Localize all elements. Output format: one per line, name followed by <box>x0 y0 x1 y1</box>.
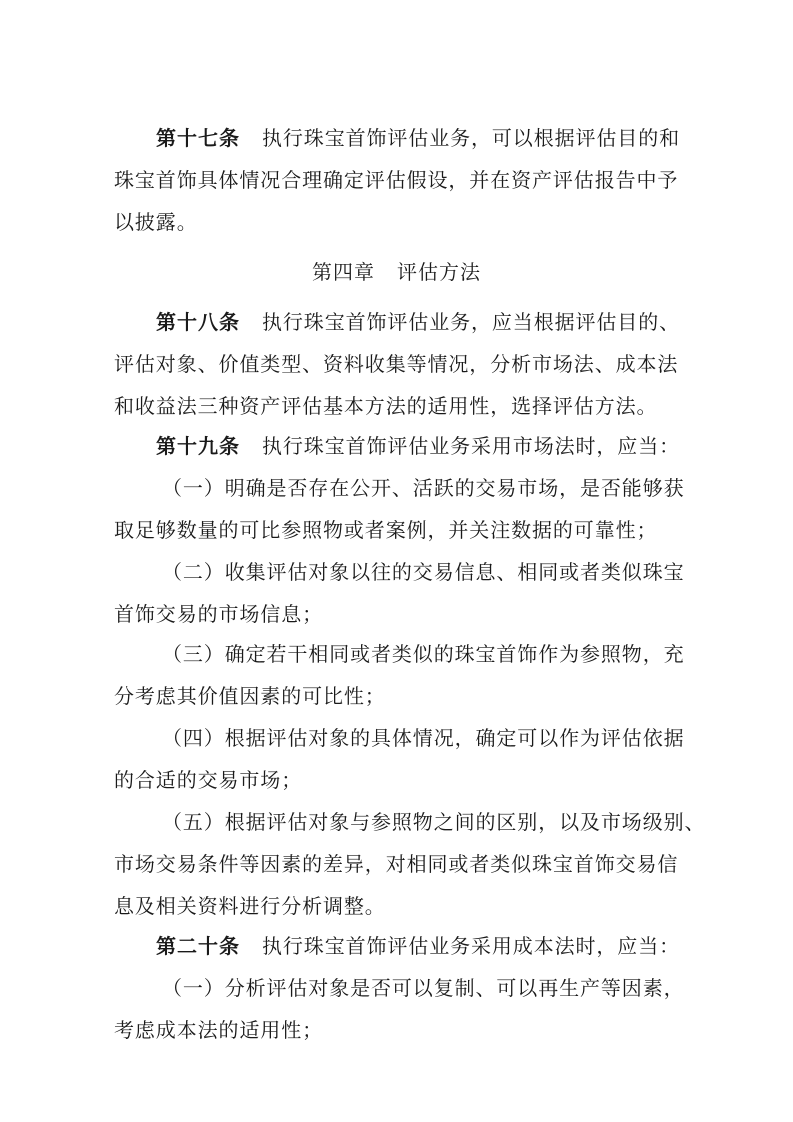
article-19-text-1: 执行珠宝首饰评估业务采用市场法时，应当： <box>262 434 680 458</box>
article-17-line-3: 以披露。 <box>114 210 198 234</box>
article-20-label: 第二十条 <box>156 934 240 958</box>
article-19-item-5-line-2: 市场交易条件等因素的差异，对相同或者类似珠宝首饰交易信 <box>114 852 679 876</box>
article-19-item-5-line-1: （五）根据评估对象与参照物之间的区别，以及市场级别、 <box>162 810 706 834</box>
article-17-label: 第十七条 <box>156 126 240 150</box>
chapter-title: 评估方法 <box>397 260 481 284</box>
article-19-item-3-line-2: 分考虑其价值因素的可比性； <box>114 684 386 708</box>
article-19-item-1-line-2: 取足够数量的可比参照物或者案例，并关注数据的可靠性； <box>114 518 658 542</box>
article-19-item-4-line-1: （四）根据评估对象的具体情况，确定可以作为评估依据 <box>162 726 685 750</box>
article-17-line-1 <box>0 122 793 154</box>
article-19-item-2-line-1: （二）收集评估对象以往的交易信息、相同或者类似珠宝 <box>162 560 685 584</box>
article-18-line-3: 和收益法三种资产评估基本方法的适用性，选择评估方法。 <box>114 394 658 418</box>
article-20-item-1-line-1: （一）分析评估对象是否可以复制、可以再生产等因素， <box>162 976 685 1000</box>
article-19-item-4-line-2: 的合适的交易市场； <box>114 768 303 792</box>
article-19-item-1-line-1: （一）明确是否存在公开、活跃的交易市场，是否能够获 <box>162 476 685 500</box>
article-19-line-1 <box>0 430 793 462</box>
article-19-item-2-line-2: 首饰交易的市场信息； <box>114 602 323 626</box>
article-17-line-2: 珠宝首饰具体情况合理确定评估假设，并在资产评估报告中予 <box>114 168 679 192</box>
article-20-line-1 <box>0 930 793 962</box>
article-19-item-5-line-3: 息及相关资料进行分析调整。 <box>114 894 386 918</box>
article-18-line-1 <box>0 306 793 338</box>
article-19-label: 第十九条 <box>156 434 240 458</box>
article-20-text-1: 执行珠宝首饰评估业务采用成本法时，应当： <box>262 934 680 958</box>
article-17-text-1: 执行珠宝首饰评估业务，可以根据评估目的和 <box>262 126 680 150</box>
article-20-item-1-line-2: 考虑成本法的适用性； <box>114 1018 323 1042</box>
article-18-line-2: 评估对象、价值类型、资料收集等情况，分析市场法、成本法 <box>114 352 679 376</box>
chapter-number: 第四章 <box>312 260 375 284</box>
chapter-heading <box>0 256 793 288</box>
article-19-item-3-line-1: （三）确定若干相同或者类似的珠宝首饰作为参照物，充 <box>162 642 685 666</box>
article-18-label: 第十八条 <box>156 310 240 334</box>
article-18-text-1: 执行珠宝首饰评估业务，应当根据评估目的、 <box>262 310 680 334</box>
